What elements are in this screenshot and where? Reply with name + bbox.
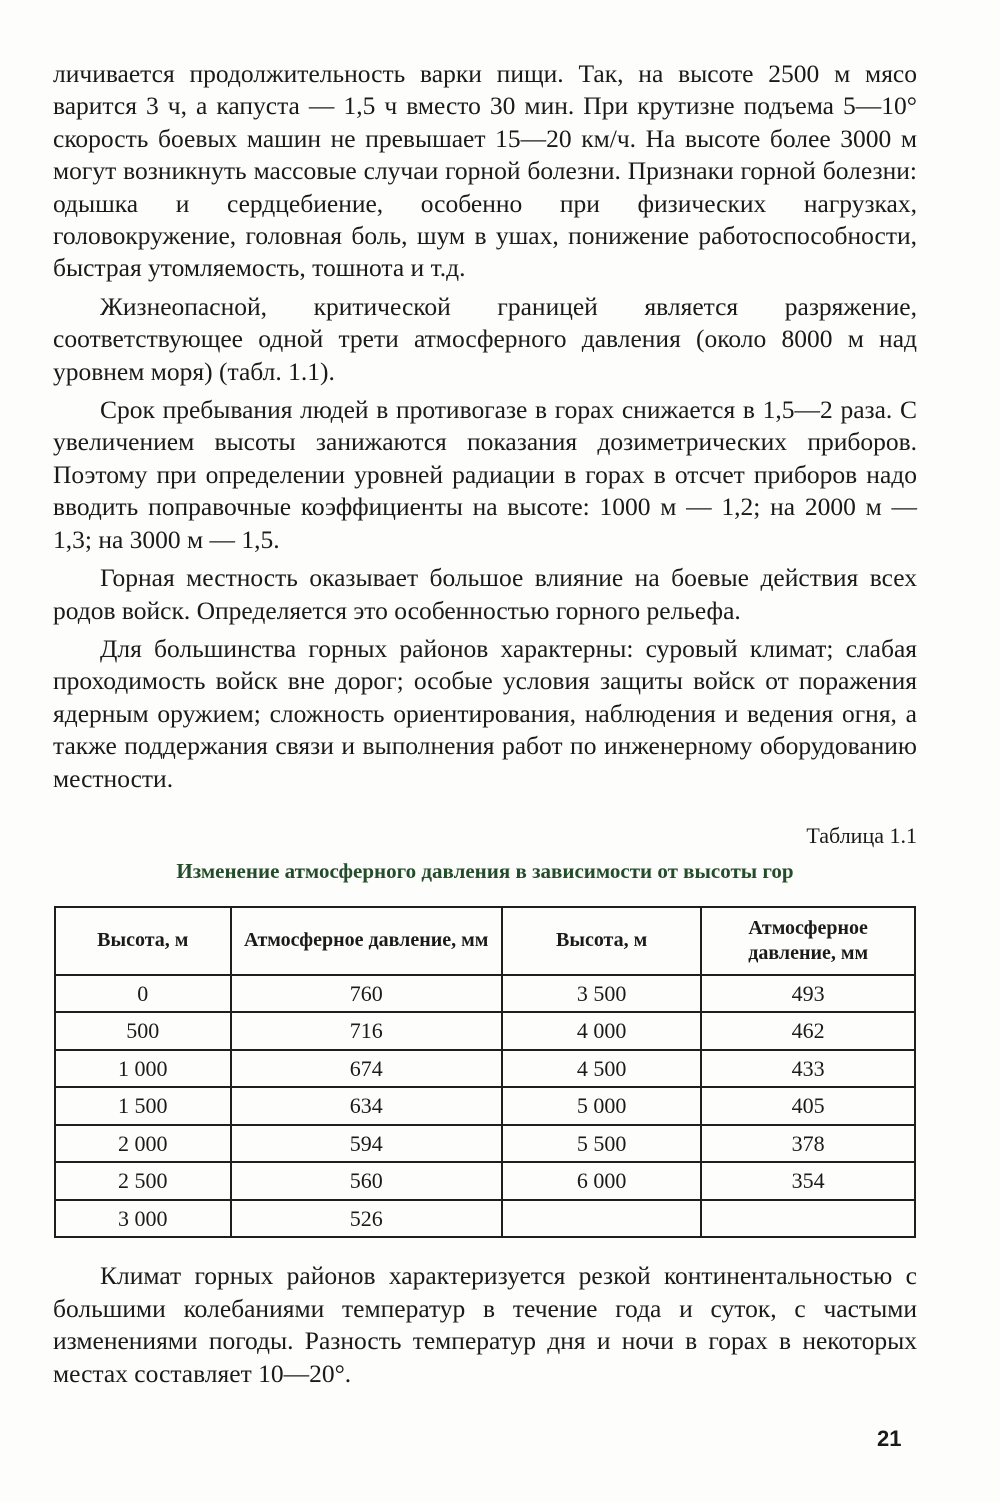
table-cell: 760 xyxy=(231,975,502,1013)
header-pressure-1: Атмосферное давление, мм xyxy=(231,907,502,975)
table-row xyxy=(55,1050,915,1088)
table-cell: 354 xyxy=(701,1162,915,1200)
paragraph-1: личивается продолжительность варки пищи. Так, на высоте 2500 м мясо варится 3 ч, а капуста — 1,5 ч вместо 30 мин. При крутизне подъема 5—10° скорость боевых машин не превышает 15—20 км/ч. На высоте более 3000 м могут возникнуть массовые случаи горной болезни. Признаки горной болезни: одышка и сердцебиение, особенно при физических нагрузках, головокружение, головная боль, шум в ушах, понижение работоспособности, быстрая утомляемость, тошнота и т.д. xyxy=(53,59,917,283)
paragraph-after-table: Климат горных районов характеризуется резкой континентальностью с большими колебаниями температур в течение года и суток, с частыми изменениями погоды. Разность температур дня и ночи в горах в некоторых местах составляет 10—20°. xyxy=(53,1261,917,1388)
table-number: Таблица 1.1 xyxy=(806,822,917,848)
page-number: 21 xyxy=(877,1426,902,1451)
table-row xyxy=(55,975,915,1013)
paragraph-4: Горная местность оказывает большое влияние на боевые действия всех родов войск. Определяется это особенностью горного рельефа. xyxy=(53,563,917,625)
table-cell: 5 500 xyxy=(502,1125,701,1163)
table-cell: 3 500 xyxy=(502,975,701,1013)
table-row xyxy=(55,1125,915,1163)
table-cell: 0 xyxy=(55,975,231,1013)
table-cell: 594 xyxy=(231,1125,502,1163)
table-row xyxy=(55,1012,915,1050)
table-cell: 2 500 xyxy=(55,1162,231,1200)
table-cell: 4 000 xyxy=(502,1012,701,1050)
page-content xyxy=(53,58,917,1396)
table-cell: 3 000 xyxy=(55,1200,231,1238)
table-cell xyxy=(701,1200,915,1238)
table-cell xyxy=(502,1200,701,1238)
header-height-2: Высота, м xyxy=(502,907,701,975)
table-cell: 5 000 xyxy=(502,1087,701,1125)
table-cell: 4 500 xyxy=(502,1050,701,1088)
table-cell: 2 000 xyxy=(55,1125,231,1163)
table-cell: 716 xyxy=(231,1012,502,1050)
pressure-table xyxy=(54,906,916,1239)
table-cell: 1 500 xyxy=(55,1087,231,1125)
table-cell: 462 xyxy=(701,1012,915,1050)
table-cell: 433 xyxy=(701,1050,915,1088)
table-title: Изменение атмосферного давления в зависимости от высоты гор xyxy=(176,858,794,883)
table-cell: 500 xyxy=(55,1012,231,1050)
header-height-1: Высота, м xyxy=(55,907,231,975)
table-cell: 6 000 xyxy=(502,1162,701,1200)
table-cell: 526 xyxy=(231,1200,502,1238)
table-cell: 378 xyxy=(701,1125,915,1163)
paragraph-2: Жизнеопасной, критической границей является разряжение, соответствующее одной трети атмосферного давления (около 8000 м над уровнем моря) (табл. 1.1). xyxy=(53,291,917,386)
table-cell: 674 xyxy=(231,1050,502,1088)
paragraph-5: Для большинства горных районов характерны: суровый климат; слабая проходимость войск вне дорог; особые условия защиты войск от поражения ядерным оружием; сложность ориентирования, наблюдения и ведения огня, а также поддержания связи и выполнения работ по инженерному оборудованию местности. xyxy=(53,633,917,793)
header-pressure-2: Атмосферное давление, мм xyxy=(701,907,915,975)
table-cell: 560 xyxy=(231,1162,502,1200)
table-row xyxy=(55,1162,915,1200)
table-cell: 405 xyxy=(701,1087,915,1125)
table-cell: 634 xyxy=(231,1087,502,1125)
table-cell: 1 000 xyxy=(55,1050,231,1088)
table-row xyxy=(55,1200,915,1238)
table-cell: 493 xyxy=(701,975,915,1013)
table-header-row xyxy=(55,907,915,975)
paragraph-3: Срок пребывания людей в противогазе в горах снижается в 1,5—2 раза. С увеличением высоты занижаются показания дозиметрических приборов. Поэтому при определении уровней радиации в горах в отсчет приборов надо вводить поправочные коэффициенты на высоте: 1000 м — 1,2; на 2000 м — 1,3; на 3000 м — 1,5. xyxy=(53,395,917,554)
table-row xyxy=(55,1087,915,1125)
